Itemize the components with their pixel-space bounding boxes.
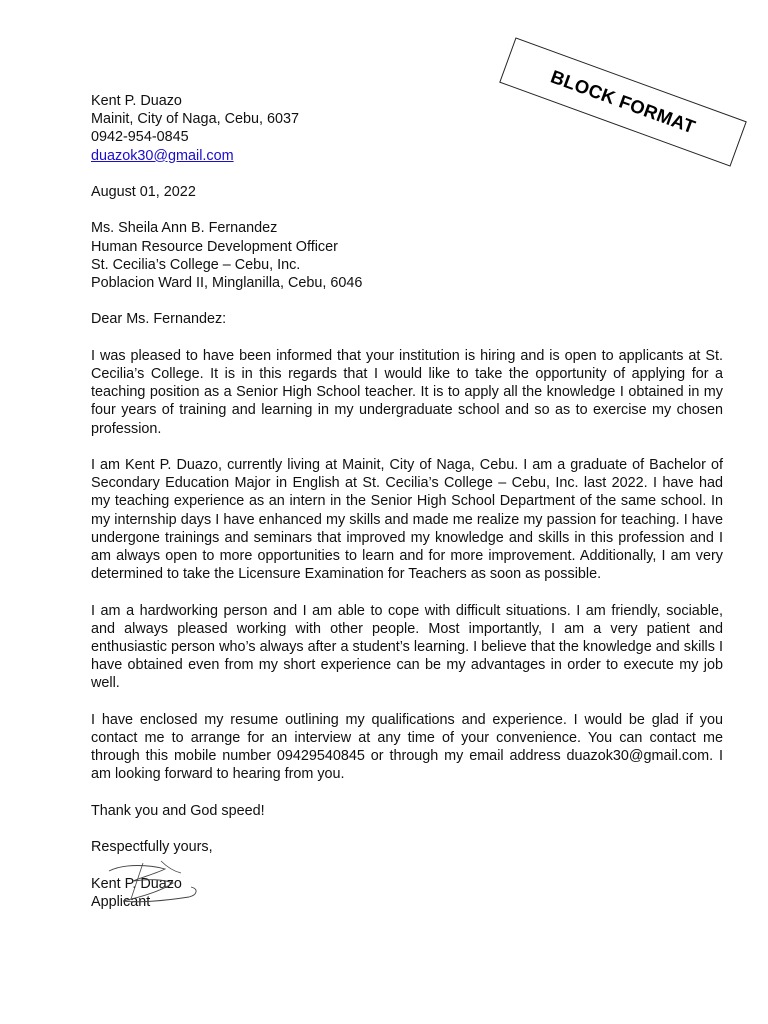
letter-date: August 01, 2022	[91, 184, 196, 200]
sender-phone: 0942-954-0845	[91, 129, 189, 146]
recipient-block	[91, 219, 723, 292]
recipient-address: Poblacion Ward II, Minglanilla, Cebu, 6046	[91, 275, 363, 291]
sender-block	[91, 92, 723, 165]
salutation: Dear Ms. Fernandez:	[91, 311, 227, 328]
signature-block	[91, 875, 723, 911]
handwritten-signature	[103, 857, 203, 911]
body-paragraph-4: I have enclosed my resume outlining my qualifications and experience. I would be glad if you contact me to arrange for an interview at any time of your convenience. You can contact me through this mobile number 09429540845 or through my email address duazok30@gmail.com. I am looking forward to hearing from you.	[91, 711, 723, 783]
recipient-name: Ms. Sheila Ann B. Fernandez	[91, 220, 278, 237]
recipient-title: Human Resource Development Officer	[91, 238, 338, 255]
sender-email-link[interactable]: duazok30@gmail.com	[91, 147, 234, 164]
thanks-line: Thank you and God speed!	[91, 802, 265, 819]
sender-address: Mainit, City of Naga, Cebu, 6037	[91, 111, 299, 128]
stamp-label: BLOCK FORMAT	[548, 65, 699, 138]
recipient-organization: St. Cecilia’s College – Cebu, Inc.	[91, 256, 301, 273]
sender-name: Kent P. Duazo	[91, 93, 182, 109]
body-paragraph-3: I am a hardworking person and I am able to cope with difficult situations. I am friendly, sociable, and always pleased working with other people. Most importantly, I am a very patient and enthusiastic person who’s always after a student’s learning. I believe that the knowledge and skills I have obtained even from my short experience can be my advantages in order to execute my job well.	[91, 602, 723, 692]
signoff-role: Applicant	[91, 893, 151, 910]
closing-line: Respectfully yours,	[91, 839, 213, 856]
signoff-name: Kent P. Duazo	[91, 875, 182, 892]
body-paragraph-1: I was pleased to have been informed that your institution is hiring and is open to applicants at St. Cecilia’s College. It is in this regards that I would like to take the opportunity of applying for a teaching position as a Senior High School teacher. It is to apply all the knowledge I obtained in my four years of training and learning in my undergraduate school and so as to exercise my chosen profession.	[91, 347, 723, 437]
letter-body	[91, 92, 723, 911]
body-paragraph-2: I am Kent P. Duazo, currently living at Mainit, City of Naga, Cebu. I am a graduate of Bachelor of Secondary Education Major in English at St. Cecilia’s College – Cebu, Inc. last 2022. I have had my teaching experience as an intern in the Senior High School Department of the same school. In my internship days I have enhanced my skills and made me realize my passion for teaching. I have undergone trainings and seminars that improved my knowledge and skills in this profession and I am always open to more opportunities to learn and for more improvement. Additionally, I am very determined to take the Licensure Examination for Teachers as soon as possible.	[91, 456, 723, 583]
